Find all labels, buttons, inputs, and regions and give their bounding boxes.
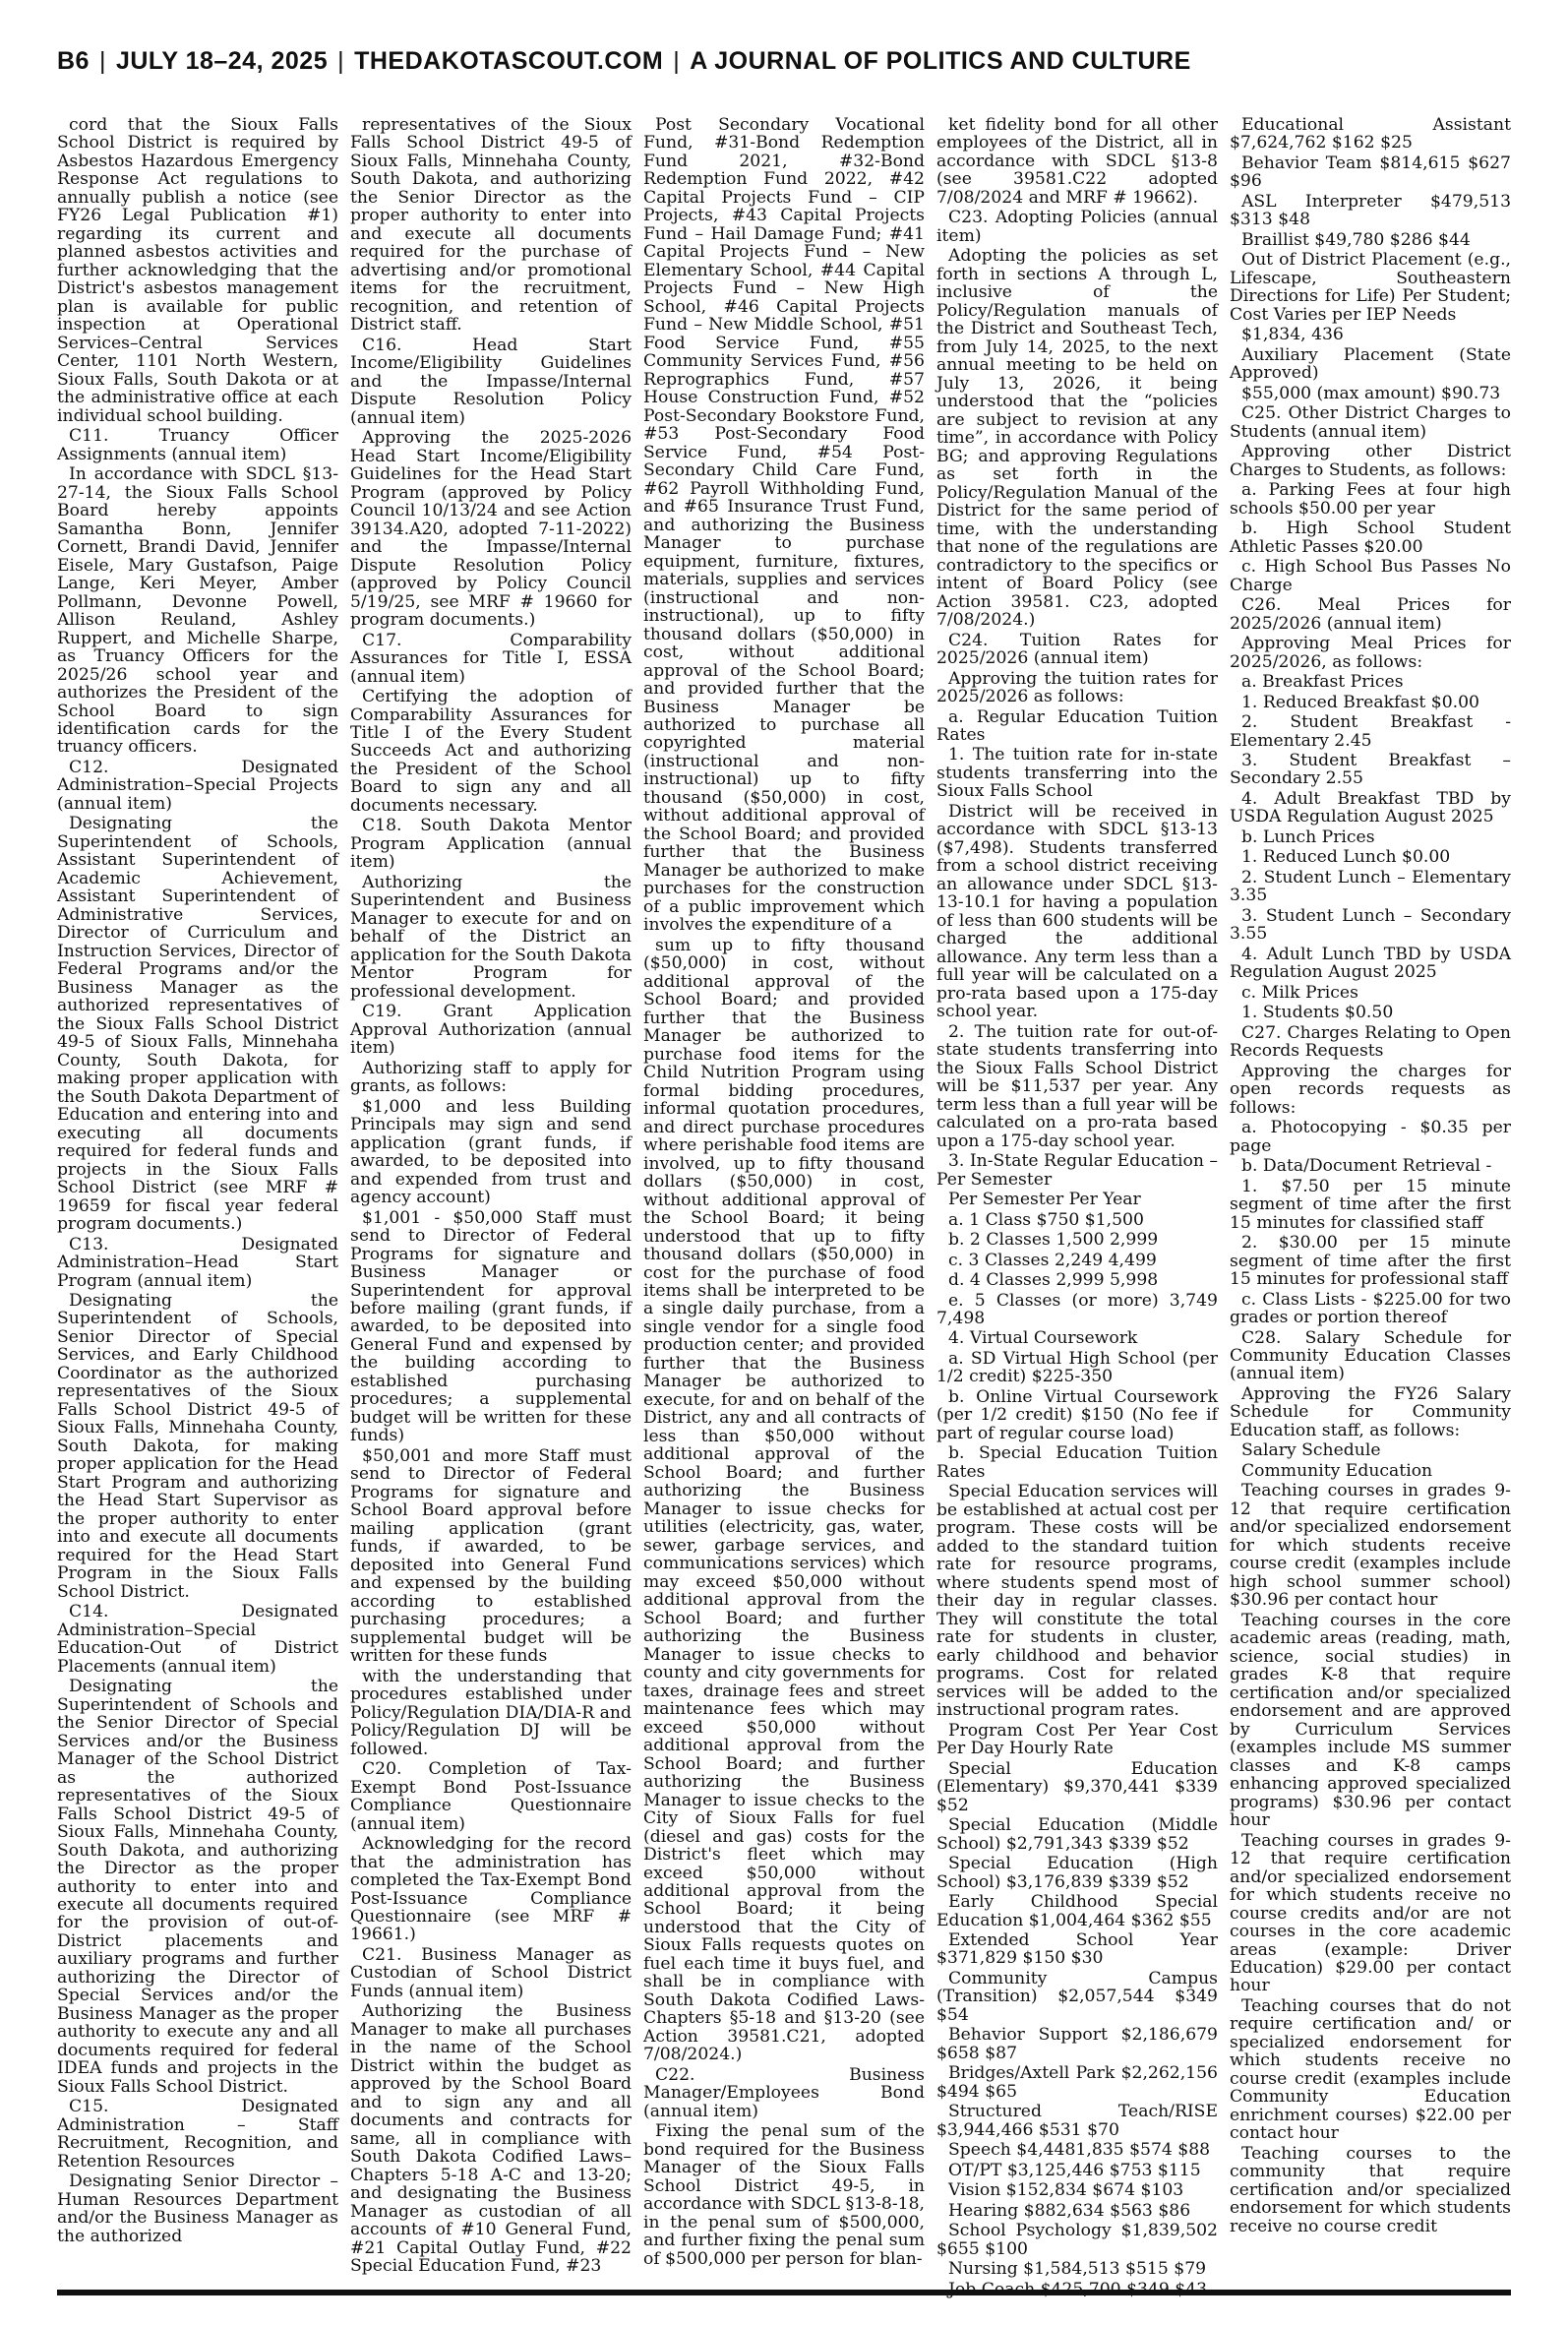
paragraph: Teaching courses in the core academic areas (reading, math, science, social studies) in grades K-8 that require certification and/or specialized endorsement and are approved by Curriculum Services (examples include MS summer classes and K-8 camps enhancing approved specialized programs) $30.96 per contact hour (1230, 1610, 1511, 1831)
paragraph: C18. South Dakota Mentor Program Application (annual item) (350, 816, 632, 873)
paragraph: Teaching courses in grades 9-12 that require certification and/or specialized endorsement for which students receive no course credits and/or are not courses in the core academic areas (example: Driver Education) $29.00 per contact hour (1230, 1830, 1511, 1996)
paragraph: 3. In-State Regular Education – Per Semester (936, 1151, 1218, 1190)
paragraph: 1. Reduced Breakfast $0.00 (1241, 692, 1479, 712)
paragraph: Salary Schedule (1241, 1440, 1381, 1461)
paragraph: C13. Designated Administration–Head Start Program (annual item) (57, 1234, 338, 1291)
paragraph: Teaching courses to the community that require certification and/or specialized endorsement for which students receive no course credit (1230, 2143, 1511, 2236)
paragraph: C25. Other District Charges to Students (annual item) (1230, 403, 1511, 442)
column-4 (936, 116, 1218, 2281)
paragraph: Community Campus (Transition) $2,057,544 $349 $54 (936, 1968, 1218, 2025)
paragraph: sum up to fifty thousand ($50,000) in cost, without additional approval of the School Board; and provided further that the Business Manager be authorized to purchase food items for the Child Nutrition Program using formal bidding procedures, informal quotation procedures, and direct purchase procedures where perishable food items are involved, up to fifty thousand dollars ($50,000) in cost, without additional approval of the School Board; it being understood that up to fifty thousand dollars ($50,000) in cost for the purchase of food items shall be interpreted to be a single daily purchase, from a single vendor for a single food production center; and provided further that the Business Manager be authorized to execute, for and on behalf of the District, any and all contracts of less than $50,000 without additional approval of the School Board; and further authorizing the Business Manager to issue checks for utilities (electricity, gas, water, sewer, garbage services, and communications services) which may exceed $50,000 without additional approval from the School Board; and further authorizing the Business Manager to issue checks to county and city governments for taxes, drainage fees and street maintenance fees which may exceed $50,000 without additional approval from the School Board; and further authorizing the Business Manager to issue checks to the City of Sioux Falls for fuel (diesel and gas) costs for the District's fleet which may exceed $50,000 without additional approval from the School Board; it being understood that the City of Sioux Falls requests quotes on fuel each time it buys fuel, and shall be in compliance with South Dakota Codified Laws-Chapters §5-18 and §13-20 (see Action 39581.C21, adopted 7/08/2024.) (643, 935, 925, 2065)
paragraph: Post Secondary Vocational Fund, #31-Bond Redemption Fund 2021, #32-Bond Redemption Fund 2022, #42 Capital Projects Fund – CIP Projects, #43 Capital Projects Fund – Hail Damage Fund; #41 Capital Projects Fund – New Elementary School, #44 Capital Projects Fund – New High School, #46 Capital Projects Fund – New Middle School, #51 Food Service Fund, #55 Community Services Fund, #56 Reprographics Fund, #57 House Construction Fund, #52 Post-Secondary Bookstore Fund, #53 Post-Secondary Food Service Fund, #54 Post-Secondary Child Care Fund, #62 Payroll Withholding Fund, and #65 Insurance Trust Fund, and authorizing the Business Manager to purchase equipment, furniture, fixtures, materials, supplies and services (instructional and non-instructional), up to fifty thousand dollars ($50,000) in cost, without additional approval of the School Board; and provided further that the Business Manager be authorized to purchase all copyrighted material (instructional and non-instructional) up to fifty thousand ($50,000) in cost, without additional approval of the School Board; and provided further that the Business Manager be authorized to make purchases for the construction of a public improvement which involves the expenditure of a (643, 115, 925, 936)
paragraph: Special Education services will be established at actual cost per program. These costs will be added to the standard tuition rate for resource programs, where students spend most of their day in regular classes. They will constitute the total rate for students in cluster, early childhood and behavior programs. Cost for related services will be added to the instructional program rates. (936, 1482, 1218, 1721)
paragraph: $1,834, 436 (1241, 325, 1344, 345)
column-3 (643, 116, 925, 2281)
paragraph: c. 3 Classes 2,249 4,499 (948, 1250, 1157, 1270)
article-columns (57, 116, 1511, 2281)
paragraph: Special Education (Elementary) $9,370,441 $339 $52 (936, 1758, 1218, 1815)
paragraph: Authorizing the Superintendent and Business Manager to execute for and on behalf of the District an application for the South Dakota Mentor Program for professional development. (350, 872, 632, 1002)
paragraph: ket fidelity bond for all other employees of the District, all in accordance with SDCL §13-8 (see 39581.C22 adopted 7/08/2024 and MRF # 19662). (936, 115, 1218, 208)
paragraph: C11. Truancy Officer Assignments (annual item) (57, 426, 338, 464)
paragraph: Approving Meal Prices for 2025/2026, as follows: (1230, 634, 1511, 672)
column-5 (1230, 116, 1511, 2281)
paragraph: Nursing $1,584,513 $515 $79 (948, 2259, 1207, 2280)
paragraph: ASL Interpreter $479,513 $313 $48 (1230, 191, 1511, 230)
paragraph: b. Online Virtual Coursework (per 1/2 credit) $150 (No fee if part of regular course load) (936, 1386, 1218, 1443)
paragraph: Vision $152,834 $674 $103 (948, 2180, 1184, 2201)
paragraph: Per Semester Per Year (948, 1190, 1141, 1210)
paragraph: C16. Head Start Income/Eligibility Guidelines and the Impasse/Internal Dispute Resolution Policy (annual item) (350, 335, 632, 428)
paragraph: b. Special Education Tuition Rates (936, 1443, 1218, 1482)
paragraph: 1. The tuition rate for in-state students transferring into the Sioux Falls School (936, 745, 1218, 802)
paragraph: $1,000 and less Building Principals may sign and send application (grant funds, if awarded, to be deposited into and expended from trust and agency account) (350, 1096, 632, 1208)
paragraph: Adopting the policies as set forth in sections A through L, inclusive of the Policy/Regulation manuals of the District and Southeast Tech, from July 14, 2025, to the next annual meeting to be held on July 13, 2026, it being understood that the “policies are subject to revision at any time”, in accordance with Policy BG; and approving Regulations as set forth in the Policy/Regulation Manual of the District for the same period of time, with the understanding that none of the regulations are contradictory to the specifics or intent of Board Policy (see Action 39581. C23, adopted 7/08/2024.) (936, 246, 1218, 631)
header-separator: | (673, 47, 681, 75)
paragraph: Designating the Superintendent of Schools, Assistant Superintendent of Academic Achievement, Assistant Superintendent of Administrative Services, Director of Curriculum and Instruction Services, Director of Federal Programs and/or the Business Manager as the authorized representatives of the Sioux Falls School District 49-5 of Sioux Falls, Minnehaha County, South Dakota, for making proper application with the South Dakota Department of Education and entering into and executing all documents required for federal funds and projects in the Sioux Falls School District (see MRF # 19659 for fiscal year federal program documents.) (57, 814, 338, 1235)
paragraph: 1. Reduced Lunch $0.00 (1241, 847, 1451, 868)
paragraph: Approving the FY26 Salary Schedule for Community Education staff, as follows: (1230, 1383, 1511, 1440)
paragraph: C26. Meal Prices for 2025/2026 (annual item) (1230, 595, 1511, 634)
paragraph: School Psychology $1,839,502 $655 $100 (936, 2221, 1218, 2259)
paragraph: 2. Student Lunch – Elementary 3.35 (1230, 867, 1511, 906)
page-header (57, 47, 1511, 76)
paragraph: Special Education (Middle School) $2,791,343 $339 $52 (936, 1815, 1218, 1854)
paragraph: Approving the 2025-2026 Head Start Income/Eligibility Guidelines for the Head Start Program (approved by Policy Council 10/13/24 and see Action 39134.A20, adopted 7-11-2022) and the Impasse/Internal Dispute Resolution Policy (approved by Policy Council 5/19/25, see MRF # 19660 for program documents.) (350, 428, 632, 631)
paragraph: Special Education (High School) $3,176,839 $339 $52 (936, 1854, 1218, 1892)
paragraph: c. High School Bus Passes No Charge (1230, 557, 1511, 595)
paragraph: C12. Designated Administration–Special Projects (annual item) (57, 757, 338, 814)
paragraph: C27. Charges Relating to Open Records Requests (1230, 1022, 1511, 1062)
paragraph: C28. Salary Schedule for Community Education Classes (annual item) (1230, 1327, 1511, 1384)
paragraph: Authorizing staff to apply for grants, as follows: (350, 1058, 632, 1097)
paragraph: b. 2 Classes 1,500 2,999 (948, 1230, 1159, 1251)
paragraph: $1,001 - $50,000 Staff must send to Director of Federal Programs for signature and Business Manager or Superintendent for approval before mailing (grant funds, if awarded, to be deposited into General Fund and expensed by the building according to established purchasing procedures; a supplemental budget will be written for these funds) (350, 1207, 632, 1446)
paragraph: representatives of the Sioux Falls School District 49-5 of Sioux Falls, Minnehaha County, South Dakota, and authorizing the Senior Director as the proper authority to enter into and execute all documents required for the purchase of advertising and/or promotional items for the recruitment, recognition, and retention of District staff. (350, 115, 632, 336)
paragraph: a. Regular Education Tuition Rates (936, 706, 1218, 745)
paragraph: Designating the Superintendent of Schools and the Senior Director of Special Services and/or the Business Manager of the School District as the authorized representatives of the Sioux Falls School District 49-5 of Sioux Falls, Minnehaha County, South Dakota, and authorizing the Director as the proper authority to enter into and execute all documents required for the provision of out-of-District placements and auxiliary programs and further authorizing the Director of Special Services and/or the Business Manager as the proper authority to execute any and all documents required for federal IDEA funds and projects in the Sioux Falls School District. (57, 1677, 338, 2097)
header-separator: | (98, 47, 106, 75)
header-separator: | (337, 47, 345, 75)
paragraph: 1. Students $0.50 (1241, 1003, 1394, 1023)
paragraph: 4. Adult Lunch TBD by USDA Regulation August 2025 (1230, 944, 1511, 983)
paragraph: e. 5 Classes (or more) 3,749 7,498 (936, 1290, 1218, 1328)
paragraph: Designating Senior Director – Human Resources Department and/or the Business Manager as the authorized (57, 2172, 338, 2246)
paragraph: Speech $4,4481,835 $574 $88 (948, 2140, 1211, 2161)
column-1 (57, 116, 338, 2281)
paragraph: Community Education (1241, 1460, 1433, 1481)
paragraph: Authorizing the Business Manager to make all purchases in the name of the School District within the budget as approved by the School Board and to sign any and all documents and contracts for same, all in compliance with South Dakota Codified Laws–Chapters 5-18 A-C and 13-20; and designating the Business Manager as custodian of all accounts of #10 General Fund, #21 Capital Outlay Fund, #22 Special Education Fund, #23 (350, 2001, 632, 2277)
paragraph: Approving the charges for open records requests as follows: (1230, 1061, 1511, 1118)
paragraph: C17. Comparability Assurances for Title I, ESSA (annual item) (350, 630, 632, 687)
paragraph: b. Data/Document Retrieval - (1241, 1156, 1492, 1177)
tagline: A JOURNAL OF POLITICS AND CULTURE (690, 47, 1191, 75)
paragraph: with the understanding that procedures established under Policy/Regulation DIA/DIA-R and Policy/Regulation DJ will be followed. (350, 1666, 632, 1759)
paragraph: a. SD Virtual High School (per 1/2 credit) $225-350 (936, 1348, 1218, 1387)
paragraph: Acknowledging for the record that the administration has completed the Tax-Exempt Bond Post-Issuance Compliance Questionnaire (see MRF # 19661.) (350, 1834, 632, 1945)
paragraph: C23. Adopting Policies (annual item) (936, 208, 1218, 246)
paragraph: Designating the Superintendent of Schools, Senior Director of Special Services, and Early Childhood Coordinator as the authorized representatives of the Sioux Falls School District 49-5 of Sioux Falls, Minnehaha County, South Dakota, for making proper application for the Head Start Program and authorizing the Head Start Supervisor as the proper authority to enter into and execute all documents required for the Head Start Program in the Sioux Falls School District. (57, 1291, 338, 1602)
paragraph: In accordance with SDCL §13-27-14, the Sioux Falls School Board hereby appoints Samantha Bonn, Jennifer Cornett, Brandi David, Jennifer Eisele, Mary Gustafson, Paige Lange, Keri Meyer, Amber Pollmann, Devonne Powell, Allison Reuland, Ashley Ruppert, and Michelle Sharpe, as Truancy Officers for the 2025/26 school year and authorizes the President of the School Board to sign identification cards for the truancy officers. (57, 464, 338, 758)
paragraph: $50,001 and more Staff must send to Director of Federal Programs for signature and School Board approval before mailing application (grant funds, if awarded, to be deposited into General Fund and expensed by the building according to established purchasing procedures; a supplemental budget will be written for these funds (350, 1445, 632, 1667)
paragraph: Structured Teach/RISE $3,944,466 $531 $70 (936, 2102, 1218, 2140)
paragraph: Approving other District Charges to Students, as follows: (1230, 442, 1511, 480)
paragraph: C21. Business Manager as Custodian of School District Funds (annual item) (350, 1944, 632, 2001)
paragraph: Behavior Support $2,186,679 $658 $87 (936, 2025, 1218, 2063)
paragraph: 1. $7.50 per 15 minute segment of time after the first 15 minutes for classified staff (1230, 1176, 1511, 1233)
paragraph: C22. Business Manager/Employees Bond (annual item) (643, 2064, 925, 2121)
paragraph: District will be received in accordance with SDCL §13-13 ($7,498). Students transferred from a school district receiving an allowance under SDCL §13-13-10.1 for having a population of less than 600 students will be charged the additional allowance. Any term less than a full year will be calculated on a pro-rata based upon a 175-day school year. (936, 801, 1218, 1022)
page-number: B6 (57, 47, 90, 75)
paragraph: 4. Adult Breakfast TBD by USDA Regulation August 2025 (1230, 788, 1511, 827)
paragraph: C19. Grant Application Approval Authorization (annual item) (350, 1002, 632, 1059)
paragraph: a. 1 Class $750 $1,500 (948, 1209, 1144, 1230)
paragraph: 2. The tuition rate for out-of-state students transferring into the Sioux Falls School District will be $11,537 per year. Any term less than a full year will be calculated on a pro-rata based upon a 175-day school year. (936, 1021, 1218, 1151)
column-2 (350, 116, 632, 2281)
paragraph: a. Parking Fees at four high schools $50.00 per year (1230, 480, 1511, 519)
issue-date: JULY 18–24, 2025 (115, 47, 329, 75)
paragraph: a. Breakfast Prices (1241, 672, 1404, 693)
paragraph: d. 4 Classes 2,999 5,998 (948, 1270, 1159, 1291)
paragraph: Fixing the penal sum of the bond required for the Business Manager of the Sioux Falls School District 49-5, in accordance with SDCL §13-8-18, in the penal sum of $500,000, and further fixing the penal sum of $500,000 per person for blan- (643, 2121, 925, 2269)
paragraph: Early Childhood Special Education $1,004,464 $362 $55 (936, 1892, 1218, 1930)
paragraph: b. High School Student Athletic Passes $20.00 (1230, 519, 1511, 557)
paragraph: cord that the Sioux Falls School District is required by Asbestos Hazardous Emergency Response Act regulations to annually publish a notice (see FY26 Legal Publication #1) regarding its current and planned asbestos activities and further acknowledging that the District's asbestos management plan is available for public inspection at Operational Services–Central Services Center, 1101 North Western, Sioux Falls, South Dakota or at the administrative office at each individual school building. (57, 115, 338, 426)
paragraph: Program Cost Per Year Cost Per Day Hourly Rate (936, 1720, 1218, 1759)
paragraph: Out of District Placement (e.g., Lifescape, Southeastern Directions for Life) Per Student; Cost Varies per IEP Needs (1230, 250, 1511, 325)
paragraph: Behavior Team $814,615 $627 $96 (1230, 153, 1511, 192)
paragraph: Extended School Year $371,829 $150 $30 (936, 1929, 1218, 1969)
paragraph: Braillist $49,780 $286 $44 (1241, 229, 1471, 250)
paragraph: Teaching courses that do not require certification and/ or specialized endorsement for which students receive no course credit (examples include Community Education enrichment courses) $22.00 per contact hour (1230, 1995, 1511, 2144)
paragraph: 2. $30.00 per 15 minute segment of time after the first 15 minutes for professional staff (1230, 1233, 1511, 1290)
paragraph: C15. Designated Administration – Staff Recruitment, Recognition, and Retention Resources (57, 2097, 338, 2172)
bottom-rule (57, 2290, 1511, 2295)
paragraph: C24. Tuition Rates for 2025/2026 (annual item) (936, 630, 1218, 669)
paragraph: Certifying the adoption of Comparability Assurances for Title I of the Every Student Succeeds Act and authorizing the President of the School Board to sign any and all documents necessary. (350, 687, 632, 816)
paragraph: Approving the tuition rates for 2025/2026 as follows: (936, 668, 1218, 707)
paragraph: 3. Student Breakfast – Secondary 2.55 (1230, 750, 1511, 789)
paragraph: 3. Student Lunch – Secondary 3.55 (1230, 905, 1511, 945)
paragraph: c. Milk Prices (1241, 982, 1358, 1003)
site-name: THEDAKOTASCOUT.COM (354, 47, 664, 75)
paragraph: C20. Completion of Tax-Exempt Bond Post-Issuance Compliance Questionnaire (annual item) (350, 1759, 632, 1834)
paragraph: C14. Designated Administration–Special Education-Out of District Placements (annual item) (57, 1602, 338, 1677)
paragraph: 2. Student Breakfast - Elementary 2.45 (1230, 712, 1511, 751)
paragraph: Bridges/Axtell Park $2,262,156 $494 $65 (936, 2063, 1218, 2102)
paragraph: c. Class Lists - $225.00 for two grades or portion thereof (1230, 1289, 1511, 1328)
paragraph: Hearing $882,634 $563 $86 (948, 2200, 1191, 2221)
paragraph: $55,000 (max amount) $90.73 (1241, 383, 1501, 403)
paragraph: b. Lunch Prices (1241, 826, 1375, 847)
paragraph: 4. Virtual Coursework (948, 1328, 1138, 1349)
paragraph: Educational Assistant $7,624,762 $162 $25 (1230, 115, 1511, 153)
paragraph: Auxiliary Placement (State Approved) (1230, 344, 1511, 384)
paragraph: a. Photocopying - $0.35 per page (1230, 1118, 1511, 1156)
paragraph: Teaching courses in grades 9-12 that require certification and/or specialized endorsement for which students receive course credit (examples include high school summer school) $30.96 per contact hour (1230, 1481, 1511, 1611)
paragraph: OT/PT $3,125,446 $753 $115 (948, 2160, 1201, 2180)
